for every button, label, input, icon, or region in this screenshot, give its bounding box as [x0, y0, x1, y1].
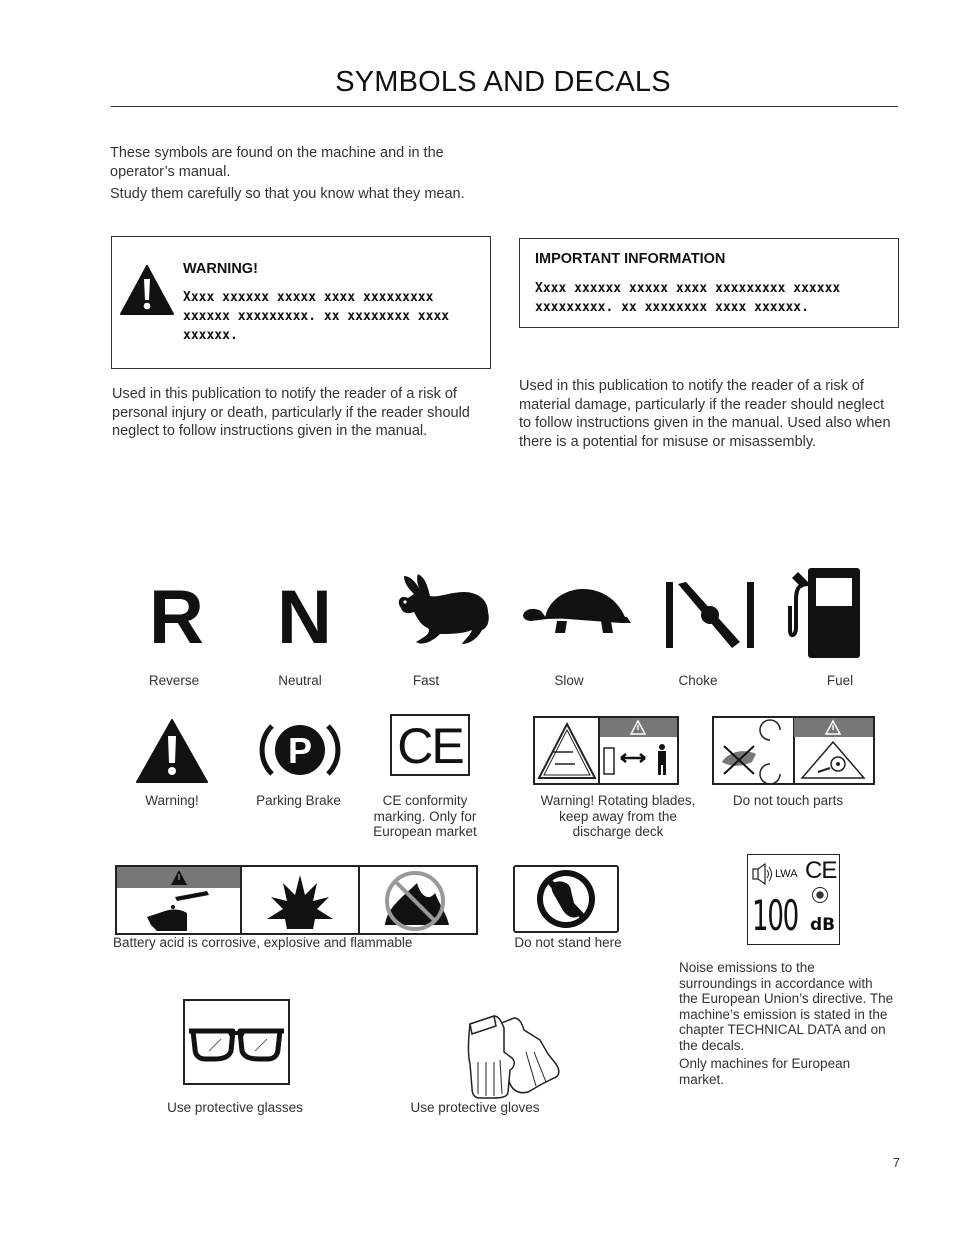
intro-line-1: These symbols are found on the machine and in the operator’s manual.: [110, 145, 444, 180]
parking-brake-label: Parking Brake: [256, 793, 341, 808]
turtle-icon: [521, 585, 633, 637]
warning-label: Warning!: [145, 793, 199, 808]
ce-mark-icon: CE: [390, 714, 470, 776]
warning-triangle-icon: [119, 264, 175, 316]
info-body: Xxxx xxxxxx xxxxx xxxx xxxxxxxxx xxxxxx xxxxxxxxx. xx xxxxxxxx xxxx xxxxxx.: [535, 281, 841, 315]
noise-emission-icon: [747, 854, 840, 945]
noise-value: 100: [752, 891, 798, 940]
slow-label: Slow: [554, 673, 584, 688]
protective-gloves-icon: [464, 1012, 564, 1100]
do-not-touch-label: Do not touch parts: [732, 793, 844, 808]
warning-heading: WARNING!: [183, 261, 258, 277]
neutral-icon: N: [277, 575, 332, 660]
do-not-stand-icon: [513, 865, 619, 933]
svg-text:P: P: [287, 730, 313, 771]
battery-hazard-decal-icon: [115, 865, 478, 935]
info-description: Used in this publication to notify the reader of a risk of material damage, particularly if the reader should neglect to follow instructions given in the manual. Used also when there is a potential for misuse or misassembly.: [519, 378, 891, 450]
protective-gloves-label: Use protective gloves: [410, 1100, 540, 1115]
important-info-box: [519, 238, 899, 328]
info-heading: IMPORTANT INFORMATION: [535, 251, 726, 267]
neutral-label: Neutral: [278, 673, 322, 688]
fuel-pump-icon: [788, 566, 868, 662]
parking-brake-icon: [256, 716, 344, 784]
page-title: SYMBOLS AND DECALS: [335, 66, 671, 98]
fuel-label: Fuel: [826, 673, 854, 688]
noise-unit: dB: [810, 915, 836, 935]
reverse-icon: R: [149, 575, 204, 660]
warning-description: Used in this publication to notify the reader of a risk of personal injury or death, particularly if the reader should neglect to follow instructions given in the manual.: [112, 386, 470, 439]
ce-conformity-label: CE conformity marking. Only for European market: [373, 793, 477, 839]
noise-description: Noise emissions to the surroundings in accordance with the European Union’s directive. The machine’s emission is stated in the chapter TECHNICAL DATA and on the decals.: [679, 960, 894, 1053]
noise-market-note: Only machines for European market.: [679, 1056, 851, 1087]
fast-label: Fast: [412, 673, 440, 688]
rabbit-icon: [392, 572, 492, 648]
warning-triangle-icon: [135, 718, 209, 784]
do-not-touch-decal-icon: [712, 716, 875, 785]
warning-body: Xxxx xxxxxx xxxxx xxxx xxxxxxxxx xxxxxx xxxxxxxxx. xx xxxxxxxx xxxx xxxxxx.: [183, 290, 450, 343]
rotating-blades-label: Warning! Rotating blades, keep away from the discharge deck: [540, 793, 696, 839]
protective-glasses-label: Use protective glasses: [167, 1100, 303, 1115]
protective-glasses-icon: [183, 999, 290, 1085]
page-number: 7: [892, 1155, 900, 1170]
lwa-label: LWA: [775, 868, 798, 880]
speaker-icon: [752, 861, 774, 887]
intro-line-2: Study them carefully so that you know what they mean.: [110, 186, 465, 202]
noise-ce-mark: CE: [805, 857, 837, 884]
choke-icon: [664, 580, 760, 650]
do-not-stand-label: Do not stand here: [514, 935, 622, 950]
rotating-blades-decal-icon: [533, 716, 679, 785]
reverse-label: Reverse: [148, 673, 200, 688]
battery-hazard-label: Battery acid is corrosive, explosive and flammable: [113, 935, 413, 950]
title-divider: [111, 106, 898, 107]
ear-protection-icon: [812, 887, 828, 903]
choke-label: Choke: [678, 673, 718, 688]
warning-box: [111, 236, 491, 369]
